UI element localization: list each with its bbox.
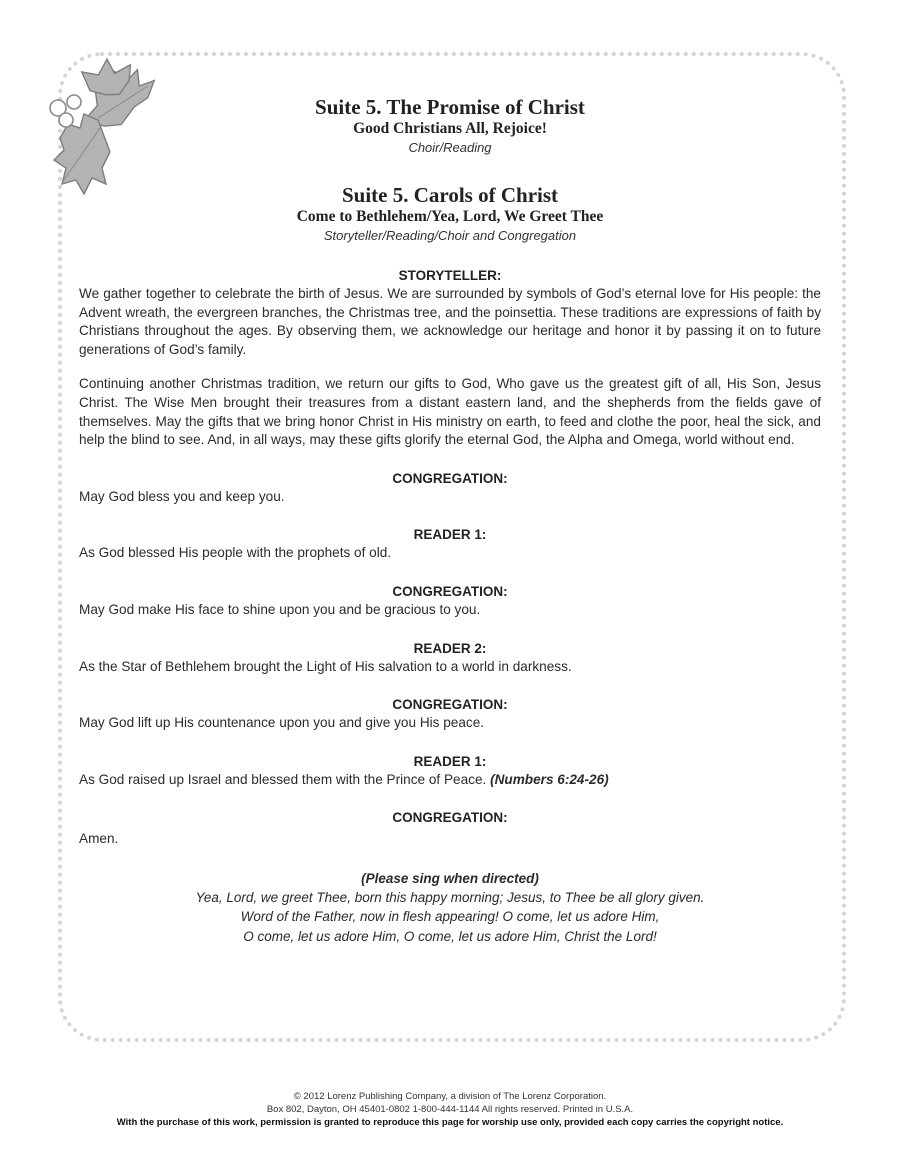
speaker-label: READER 1: xyxy=(413,753,487,769)
lyric-line: Word of the Father, now in flesh appearing! O come, let us adore Him, xyxy=(240,909,660,925)
spoken-line: May God lift up His countenance upon you and give you His peace. xyxy=(79,715,485,731)
address-line: Box 802, Dayton, OH 45401-0802 1-800-444-1144 All rights reserved. Printed in U.S.A. xyxy=(266,1104,634,1115)
copyright-line: © 2012 Lorenz Publishing Company, a division of The Lorenz Corporation. xyxy=(293,1091,607,1102)
page-content xyxy=(79,95,821,946)
suite-a-title: Suite 5. The Promise of Christ xyxy=(315,95,585,119)
speaker-label: CONGREGATION: xyxy=(392,470,508,486)
lyric-line: O come, let us adore Him, O come, let us adore Him, Christ the Lord! xyxy=(243,928,657,944)
suite-a-performers: Choir/Reading xyxy=(408,140,492,155)
storyteller-paragraph: Continuing another Christmas tradition, we return our gifts to God, Who gave us the greatest gift of all, His Son, Jesus Christ. The Wise Men brought their treasures from a distant eastern land, and the shepherds from the fields gave of themselves. May the gifts that we bring honor Christ in His ministry on earth, to feed and clothe the poor, heal the sick, and help the blind to see. And, in all ways, may these gifts glorify the eternal God, the Alpha and Omega, world without end. xyxy=(79,376,821,448)
suite-a-subtitle: Good Christians All, Rejoice! xyxy=(353,120,547,137)
spoken-line-text: As God raised up Israel and blessed them with the Prince of Peace. xyxy=(79,771,491,787)
storyteller-label: STORYTELLER: xyxy=(398,268,502,283)
scripture-reference: (Numbers 6:24-26) xyxy=(490,771,609,787)
suite-b-title: Suite 5. Carols of Christ xyxy=(341,183,559,207)
suite-b-performers: Storyteller/Reading/Choir and Congregation xyxy=(323,228,577,243)
permission-notice: With the purchase of this work, permission is granted to reproduce this page for worship use only, provided each copy carries the copyright notice. xyxy=(116,1117,784,1128)
spoken-line: As the Star of Bethlehem brought the Light of His salvation to a world in darkness. xyxy=(79,658,572,674)
speaker-label: READER 2: xyxy=(413,640,487,656)
spoken-line: May God make His face to shine upon you and be gracious to you. xyxy=(79,601,481,617)
speaker-label: CONGREGATION: xyxy=(392,583,508,599)
storyteller-paragraph: We gather together to celebrate the birth of Jesus. We are surrounded by symbols of God’s eternal love for His people: the Advent wreath, the evergreen branches, the Christmas tree, and the poinsettia. These traditions are expressions of faith by Christians throughout the ages. By observing them, we acknowledge our heritage and honor it by passing it on to future generations of God’s family. xyxy=(79,286,821,357)
spoken-line: As God blessed His people with the prophets of old. xyxy=(79,545,392,561)
suite-b-subtitle: Come to Bethlehem/Yea, Lord, We Greet Thee xyxy=(296,208,604,225)
speaker-label: READER 1: xyxy=(413,527,487,543)
spoken-line-with-reference xyxy=(79,771,821,790)
spoken-line: Amen. xyxy=(79,831,119,847)
spoken-line: May God bless you and keep you. xyxy=(79,488,285,504)
sing-instruction: (Please sing when directed) xyxy=(361,870,539,886)
copyright-footer xyxy=(0,1090,900,1129)
speaker-label: CONGREGATION: xyxy=(392,810,508,826)
lyric-line: Yea, Lord, we greet Thee, born this happy morning; Jesus, to Thee be all glory given. xyxy=(195,889,705,905)
speaker-label: CONGREGATION: xyxy=(392,697,508,713)
